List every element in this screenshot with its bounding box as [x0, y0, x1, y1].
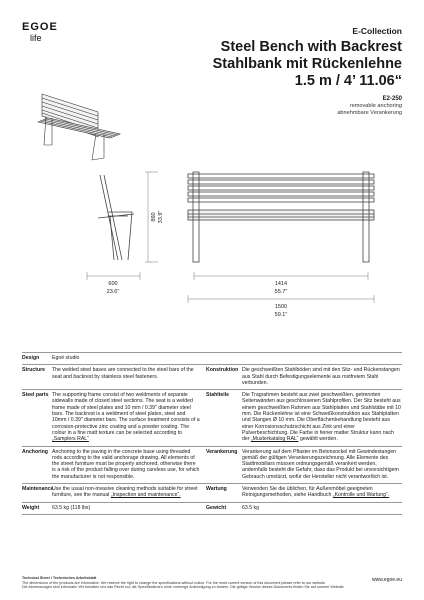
side-view-drawing	[98, 175, 134, 260]
total-width-in: 59.1"	[274, 312, 288, 318]
anchoring-note-en: removable anchoring	[349, 103, 402, 109]
product-code: E2-250	[382, 96, 402, 102]
spec-row-structure	[22, 364, 402, 389]
anchoring-note-de: abnehmbare Verankerung	[337, 110, 402, 116]
maintenance-de: Verwenden Sie die üblichen, für Außenmöbel geeigneten Reinigungsmethoden, siehe Handbuch	[242, 486, 373, 499]
steel-de-tail: gewählt werden.	[299, 436, 338, 443]
maintenance-label: Maintenance	[22, 486, 54, 493]
weight-value-de: 63.5 kg	[242, 504, 260, 511]
anchoring-label: Anchoring	[22, 448, 48, 455]
musterkatalog-ral-link[interactable]: „Musterkatalog RAL“	[250, 436, 299, 443]
side-width-in: 23.6"	[106, 289, 120, 295]
footer-title: Technical Sheet / Technisches Arbeitsblatt	[22, 576, 97, 580]
footer-disclaimer-en: The dimensions of the products are informative. We reserve the right to change the specifications without notice. For the most current version of this document please refer to our website.	[22, 580, 326, 585]
spec-row-maintenance	[22, 483, 402, 502]
maintenance-label-de: Wartung	[206, 486, 227, 493]
inner-width-in: 55.7"	[274, 289, 288, 295]
kontrolle-wartung-link[interactable]: „Kontrolle und Wartung“.	[332, 492, 390, 499]
steel-en-cell	[52, 392, 206, 442]
height-mm: 860	[151, 212, 157, 222]
height-in: 33.9"	[158, 210, 164, 224]
steel-de: Die Tragrahmen besteht aus zwei geschweißten, getrennten Seitenwänden aus geschlossenen Stahlprofilen. Der Sitz besteht aus einem geschweißten Rahmen aus Stahlplatten und Stahlstäbe mit 10 mm. Die Rückenlehne ist eine Schweißkonstruktion aus Stahlplatten und Stangen Ø 10 mm. Die Oberflächenbehandlung besteht aus einer Korrosionsschutzschicht aus Zink und einer Pulverbeschichtung. Die Farbe in feiner matter Struktur kann nach der	[242, 392, 401, 443]
spec-row-design	[22, 352, 402, 364]
side-width-mm: 600	[108, 281, 118, 287]
weight-label-de: Gewicht	[206, 504, 227, 511]
product-title-de: Stahlbank mit Rückenlehne	[212, 56, 402, 72]
maintenance-en-cell	[52, 486, 206, 499]
total-width-mm: 1500	[274, 304, 288, 310]
steel-de-cell	[242, 392, 402, 442]
structure-label: Structure	[22, 367, 46, 374]
structure-de: Die geschweißten Stahlböden sind mit den Sitz- und Rückenstangen aus Stahl durch Befestigungselemente aus rostfreiem Stahl verbunden.	[242, 367, 400, 386]
collection-name: E-Collection	[352, 26, 402, 36]
spec-row-steel	[22, 389, 402, 445]
weight-value: 63.5 kg (118 lbs)	[52, 504, 91, 511]
brand-name: EGOE	[22, 21, 58, 33]
footer-disclaimer-de: Die Abmessungen sind informativ. Wir behalten uns das Recht vor, die Spezifikationen ohne vorherige Ankündigung zu ändern. Die gültige Version dieses Dokuments finden Sie auf unserer Website.	[22, 585, 345, 589]
website-link[interactable]: www.egoe.eu	[371, 577, 402, 583]
side-view-dimensions	[87, 172, 158, 280]
anchoring-label-de: Verankerung	[206, 448, 238, 455]
weight-label: Weight	[22, 504, 40, 511]
steel-en: The supporting frame consist of two weldments of separate sidewalls made of closed steel sections. The seat is a welded frame made of steel plates and 10 mm / 0.39" diameter steel bars. The backrest is a weldment of steel plates, steel and 10mm / 0.39" diameter bars. The surface treatment consists of a corrosion-protective zinc coating and a powder coating. The colour in a fine matt texture can be selected according to	[52, 392, 200, 436]
spec-table	[22, 352, 402, 515]
spec-row-weight	[22, 502, 402, 515]
anchoring-de: Verankerung auf dem Pflaster im Betonsockel mit Gewindestangen gemäß der gültigen Verankerungszeichnung. Alle Elemente des Stadtmobiliars müssen ordnungsgemäß verankert werden, andernfalls besteht die Gefahr, dass das Produkt bei unvorsichtigem Gebrauch umstürzt, wofür der Hersteller nicht verantwortlich ist.	[242, 448, 399, 480]
samplers-ral-link[interactable]: „Samplers RAL“	[52, 436, 89, 443]
front-view-drawing	[188, 172, 374, 262]
maintenance-en: Use the usual non-invasive cleaning methods suitable for street furniture, see the manual	[52, 486, 198, 499]
design-value: Egoé studio	[52, 355, 80, 361]
maintenance-de-cell	[242, 486, 402, 499]
structure-en: The welded steel bases are connected to the steel bars of the seat and backrest by stainless steel fasteners.	[52, 367, 194, 380]
brand-sub: life	[30, 33, 42, 43]
inspection-maintenance-link[interactable]: „Inspection and maintenance“.	[110, 492, 181, 499]
steel-label: Steel parts	[22, 392, 49, 399]
bench-perspective-illustration	[38, 94, 120, 160]
front-view-dimensions	[188, 272, 374, 303]
inner-width-mm: 1414	[274, 281, 288, 287]
product-title-en: Steel Bench with Backrest	[220, 39, 402, 55]
structure-label-de: Konstruktion	[206, 367, 239, 374]
design-label: Design	[22, 355, 40, 361]
footer	[22, 576, 402, 590]
steel-label-de: Stahlteile	[206, 392, 230, 399]
spec-row-anchoring	[22, 446, 402, 483]
product-size: 1.5 m / 4’ 11.06“	[294, 73, 402, 89]
anchoring-en: Anchoring to the paving in the concrete base using threaded rods according to the valid anchorage drawing. All elements of the street furniture must be properly anchored, otherwise there is a risk of the product falling over during careless use, for which the manufacturer is not responsible.	[52, 448, 200, 480]
